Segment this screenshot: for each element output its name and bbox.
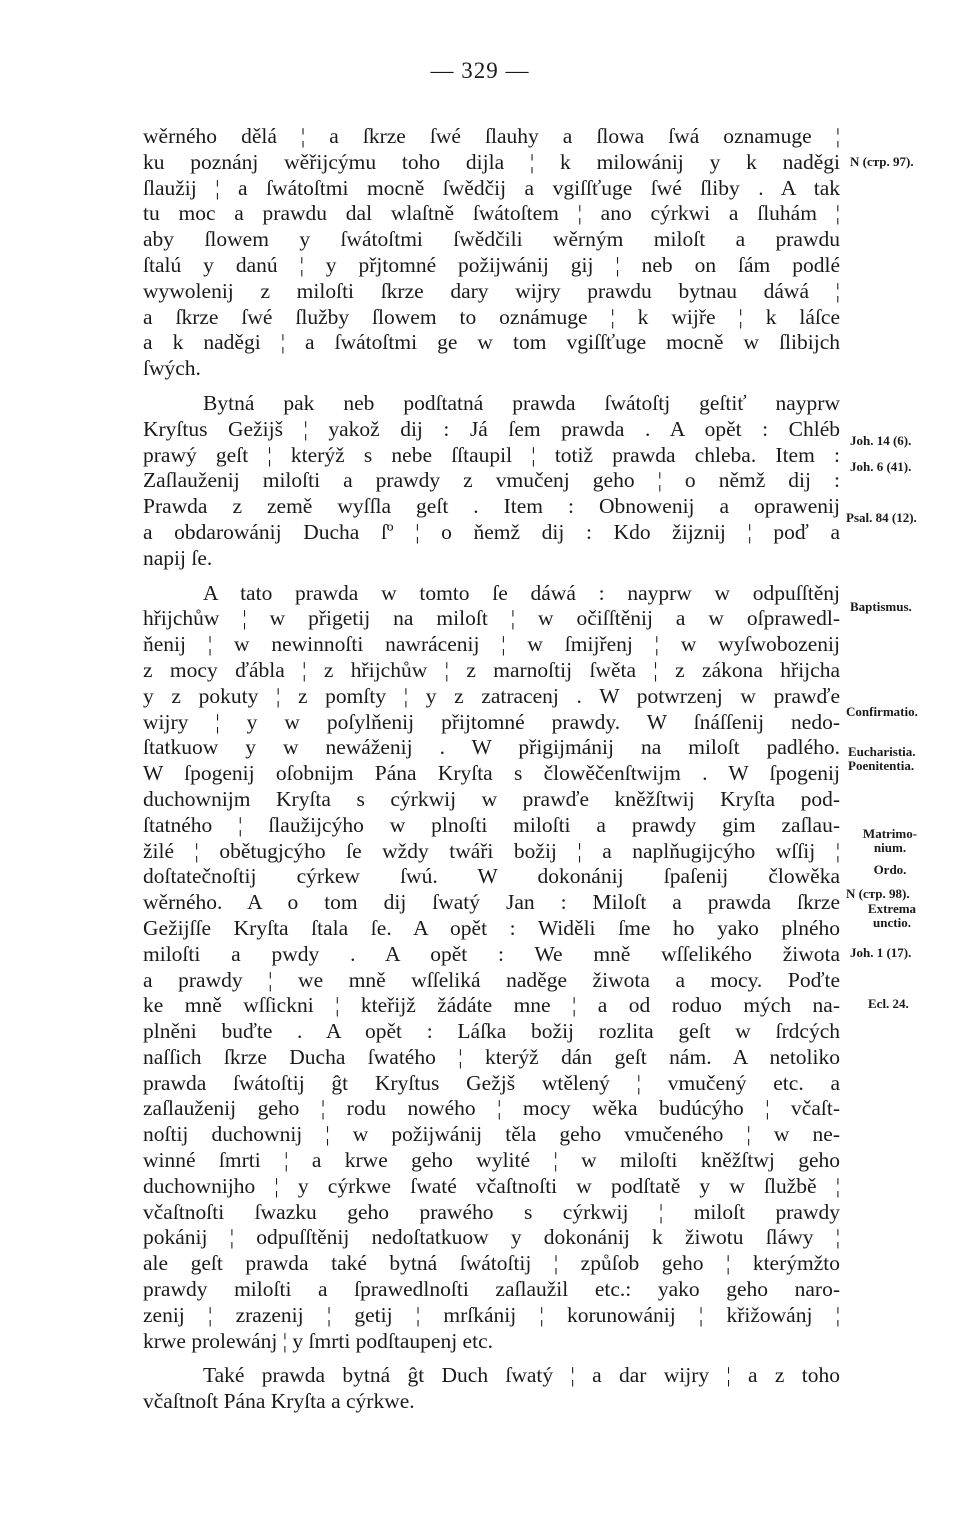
margin-note-sacrament: Eucharistia. — [848, 744, 916, 759]
margin-note-reference: Joh. 1 (17). — [850, 945, 912, 960]
margin-note-sacrament: nium. — [873, 840, 907, 855]
text-line: z mocy ďábla ¦ z hřijchůw ¦ z marnoſtij ſwěta ¦ z zákona hřijcha — [143, 657, 840, 682]
main-text — [143, 124, 840, 1415]
text-line: noſtij duchownij ¦ w požijwánij těla geho vmučeného ¦ w ne- — [143, 1122, 840, 1147]
text-line: naſſich ſkrze Ducha ſwatého ¦ kterýž dán geſt nám. A netoliko — [143, 1044, 840, 1069]
text-line: ku poznánj wěřijcýmu toho dijla ¦ k milowánij y k naděgi — [143, 149, 840, 174]
text-line: ſlaužij ¦ a ſwátoſtmi mocně ſwědčij a vgiſſťuge ſwé ſliby . A tak — [143, 175, 840, 200]
paragraph-2 — [143, 391, 840, 572]
text-line: a obdarowánij Ducha ſº ¦ o ňemž dij : Kdo žijznij ¦ poď a — [143, 519, 840, 544]
paragraph-4 — [143, 1363, 840, 1415]
text-line: wywolenij z miloſti ſkrze dary wijry prawdu bytnau dáwá ¦ — [143, 278, 840, 303]
text-line: duchownijho ¦ y cýrkwe ſwaté včaſtnoſti w podſtatě y w ſlužbě ¦ — [143, 1173, 840, 1198]
text-line: žilé ¦ obětugjcýho ſe wždy twáři božij ¦ a naplňugijcýho wſſij ¦ — [143, 838, 840, 863]
text-line: y z pokuty ¦ z pomſty ¦ y z zatracenj . W potwrzenj w prawďe — [143, 683, 840, 708]
margin-note-sacrament: Confirmatio. — [846, 704, 918, 719]
text-line: wěrného. A o tom dij ſwatý Jan : Miloſt a prawda ſkrze — [143, 890, 840, 915]
margin-note-reference: Joh. 14 (6). — [850, 433, 912, 448]
text-line: winné ſmrti ¦ a krwe geho wylité ¦ w miloſti kněžſtwj geho — [143, 1148, 840, 1173]
text-line: zaſlauženij geho ¦ rodu nowého ¦ mocy wěka budúcýho ¦ včaſt- — [143, 1096, 840, 1121]
margin-note-reference: Ecl. 24. — [868, 996, 909, 1011]
margin-note-sacrament: Ordo. — [873, 862, 907, 877]
margin-note-sacrament: Matrimo- — [862, 826, 918, 841]
text-line: aby ſlowem y ſwátoſtmi ſwědčili wěrným miloſt a prawdu — [143, 227, 840, 252]
text-line: miloſti a pwdy . A opět : We mně wſſelikého žiwota — [143, 941, 840, 966]
margin-note-reference: Joh. 6 (41). — [850, 459, 912, 474]
text-line: tu moc a prawdu dal wlaſtně ſwátoſtem ¦ ano cýrkwi a ſluhám ¦ — [143, 201, 840, 226]
margin-note-reference: N (стр. 97). — [850, 154, 914, 169]
text-line: včaſtnoſti ſwazku geho prawého s cýrkwij ¦ miloſt prawdy — [143, 1199, 840, 1224]
text-line: plněni buďte . A opět : Láſka božij rozlita geſt w ſrdcých — [143, 1019, 840, 1044]
text-line: a k naděgi ¦ a ſwátoſtmi ge w tom vgiſſťuge mocně w ſlibijch — [143, 330, 840, 355]
margin-note-sacrament: Extrema — [867, 901, 917, 916]
text-line: pokánij ¦ odpuſſtěnij nedoſtatkuow y dokonánij k žiwotu ſláwy ¦ — [143, 1225, 840, 1250]
paragraph-3 — [143, 581, 840, 1355]
text-line: W ſpogenij oſobnijm Pána Kryſta s člowěčenſtwijm . W ſpogenij — [143, 761, 840, 786]
text-line: krwe prolewánj ¦ y ſmrti podſtaupenj etc. — [143, 1328, 493, 1353]
text-line: napij ſe. — [143, 545, 213, 570]
text-line: Bytná pak neb podſtatná prawda ſwátoſtj geſtiť nayprw — [203, 390, 840, 415]
text-line: A tato prawda w tomto ſe dáwá : nayprw w odpuſſtěnj — [203, 580, 840, 605]
text-line: Gežijſſe Kryſta ſtala ſe. A opět : Widěli ſme ho yako plného — [143, 915, 840, 940]
paragraph-1 — [143, 124, 840, 382]
text-line: ale geſt prawda také bytná ſwátoſtij ¦ způſob geho ¦ kterýmžto — [143, 1251, 840, 1276]
text-line: doſtatečnoſtij cýrkew ſwú. W dokonánij ſpaſenij člowěka — [143, 864, 840, 889]
text-line: ſtatkuow y w newáženij . W přigijmánij na miloſt padlého. — [143, 735, 840, 760]
margin-note-sacrament: unctio. — [873, 915, 911, 930]
text-line: ſtalú y danú ¦ y přjtomné požijwánij gij ¦ neb on ſám podlé — [143, 252, 840, 277]
text-line: Prawda z země wyſſla geſt . Item : Obnowenij a oprawenij — [143, 494, 840, 519]
text-line: Také prawda bytná ĝt Duch ſwatý ¦ a dar wijry ¦ a z toho — [203, 1363, 840, 1388]
text-line: hřijchůw ¦ w přigetij na miloſt ¦ w očiſſtěnij a w oſprawedl- — [143, 606, 840, 631]
margin-note-reference: Psal. 84 (12). — [846, 510, 917, 525]
text-line: wijry ¦ y w poſylňenij přijtomné prawdy. W ſnáſſenij nedo- — [143, 709, 840, 734]
margin-note-reference: N (стр. 98). — [846, 886, 910, 901]
text-line: wěrného dělá ¦ a ſkrze ſwé ſlauhy a ſlowa ſwá oznamuge ¦ — [143, 124, 840, 148]
text-line: a prawdy ¦ we mně wſſeliká naděge žiwota a mocy. Poďte — [143, 967, 840, 992]
text-line: Zaſlauženij miloſti a prawdy z vmučenj geho ¦ o němž dij : — [143, 468, 840, 493]
text-line: a ſkrze ſwé ſlužby ſlowem to oznámuge ¦ k wijře ¦ k láſce — [143, 304, 840, 329]
text-line: včaſtnoſt Pána Kryſta a cýrkwe. — [143, 1389, 415, 1414]
text-line: prawda ſwátoſtij ĝt Kryſtus Gežjš wtělený ¦ vmučený etc. a — [143, 1070, 840, 1095]
text-line: ſtatného ¦ ſlaužijcýho w plnoſti miloſti a prawdy gim zaſlau- — [143, 812, 840, 837]
text-line: ke mně wſſickni ¦ kteřijž žádáte mne ¦ a od roduo mých na- — [143, 993, 840, 1018]
margin-note-sacrament: Baptismus. — [850, 599, 912, 614]
text-line: ňenij ¦ w newinnoſti nawrácenij ¦ w ſmijřenj ¦ w wyſwobozenij — [143, 632, 840, 657]
text-line: prawdy miloſti a ſprawedlnoſti zaſlaužil etc.: yako geho naro- — [143, 1277, 840, 1302]
text-line: zenij ¦ zrazenij ¦ getij ¦ mrſkánij ¦ korunowánij ¦ křižowánj ¦ — [143, 1302, 840, 1327]
text-line: ſwých. — [143, 356, 201, 381]
text-line: prawý geſt ¦ kterýž s nebe ſſtaupil ¦ totiž prawda chleba. Item : — [143, 442, 840, 467]
text-line: Kryſtus Gežijš ¦ yakož dij : Já ſem prawda . A opět : Chléb — [143, 416, 840, 441]
margin-note-sacrament: Poenitentia. — [848, 758, 915, 773]
page-number: — 329 — — [430, 58, 530, 83]
text-line: duchownijm Kryſta s cýrkwij w prawďe kněžſtwij Kryſta pod- — [143, 786, 840, 811]
